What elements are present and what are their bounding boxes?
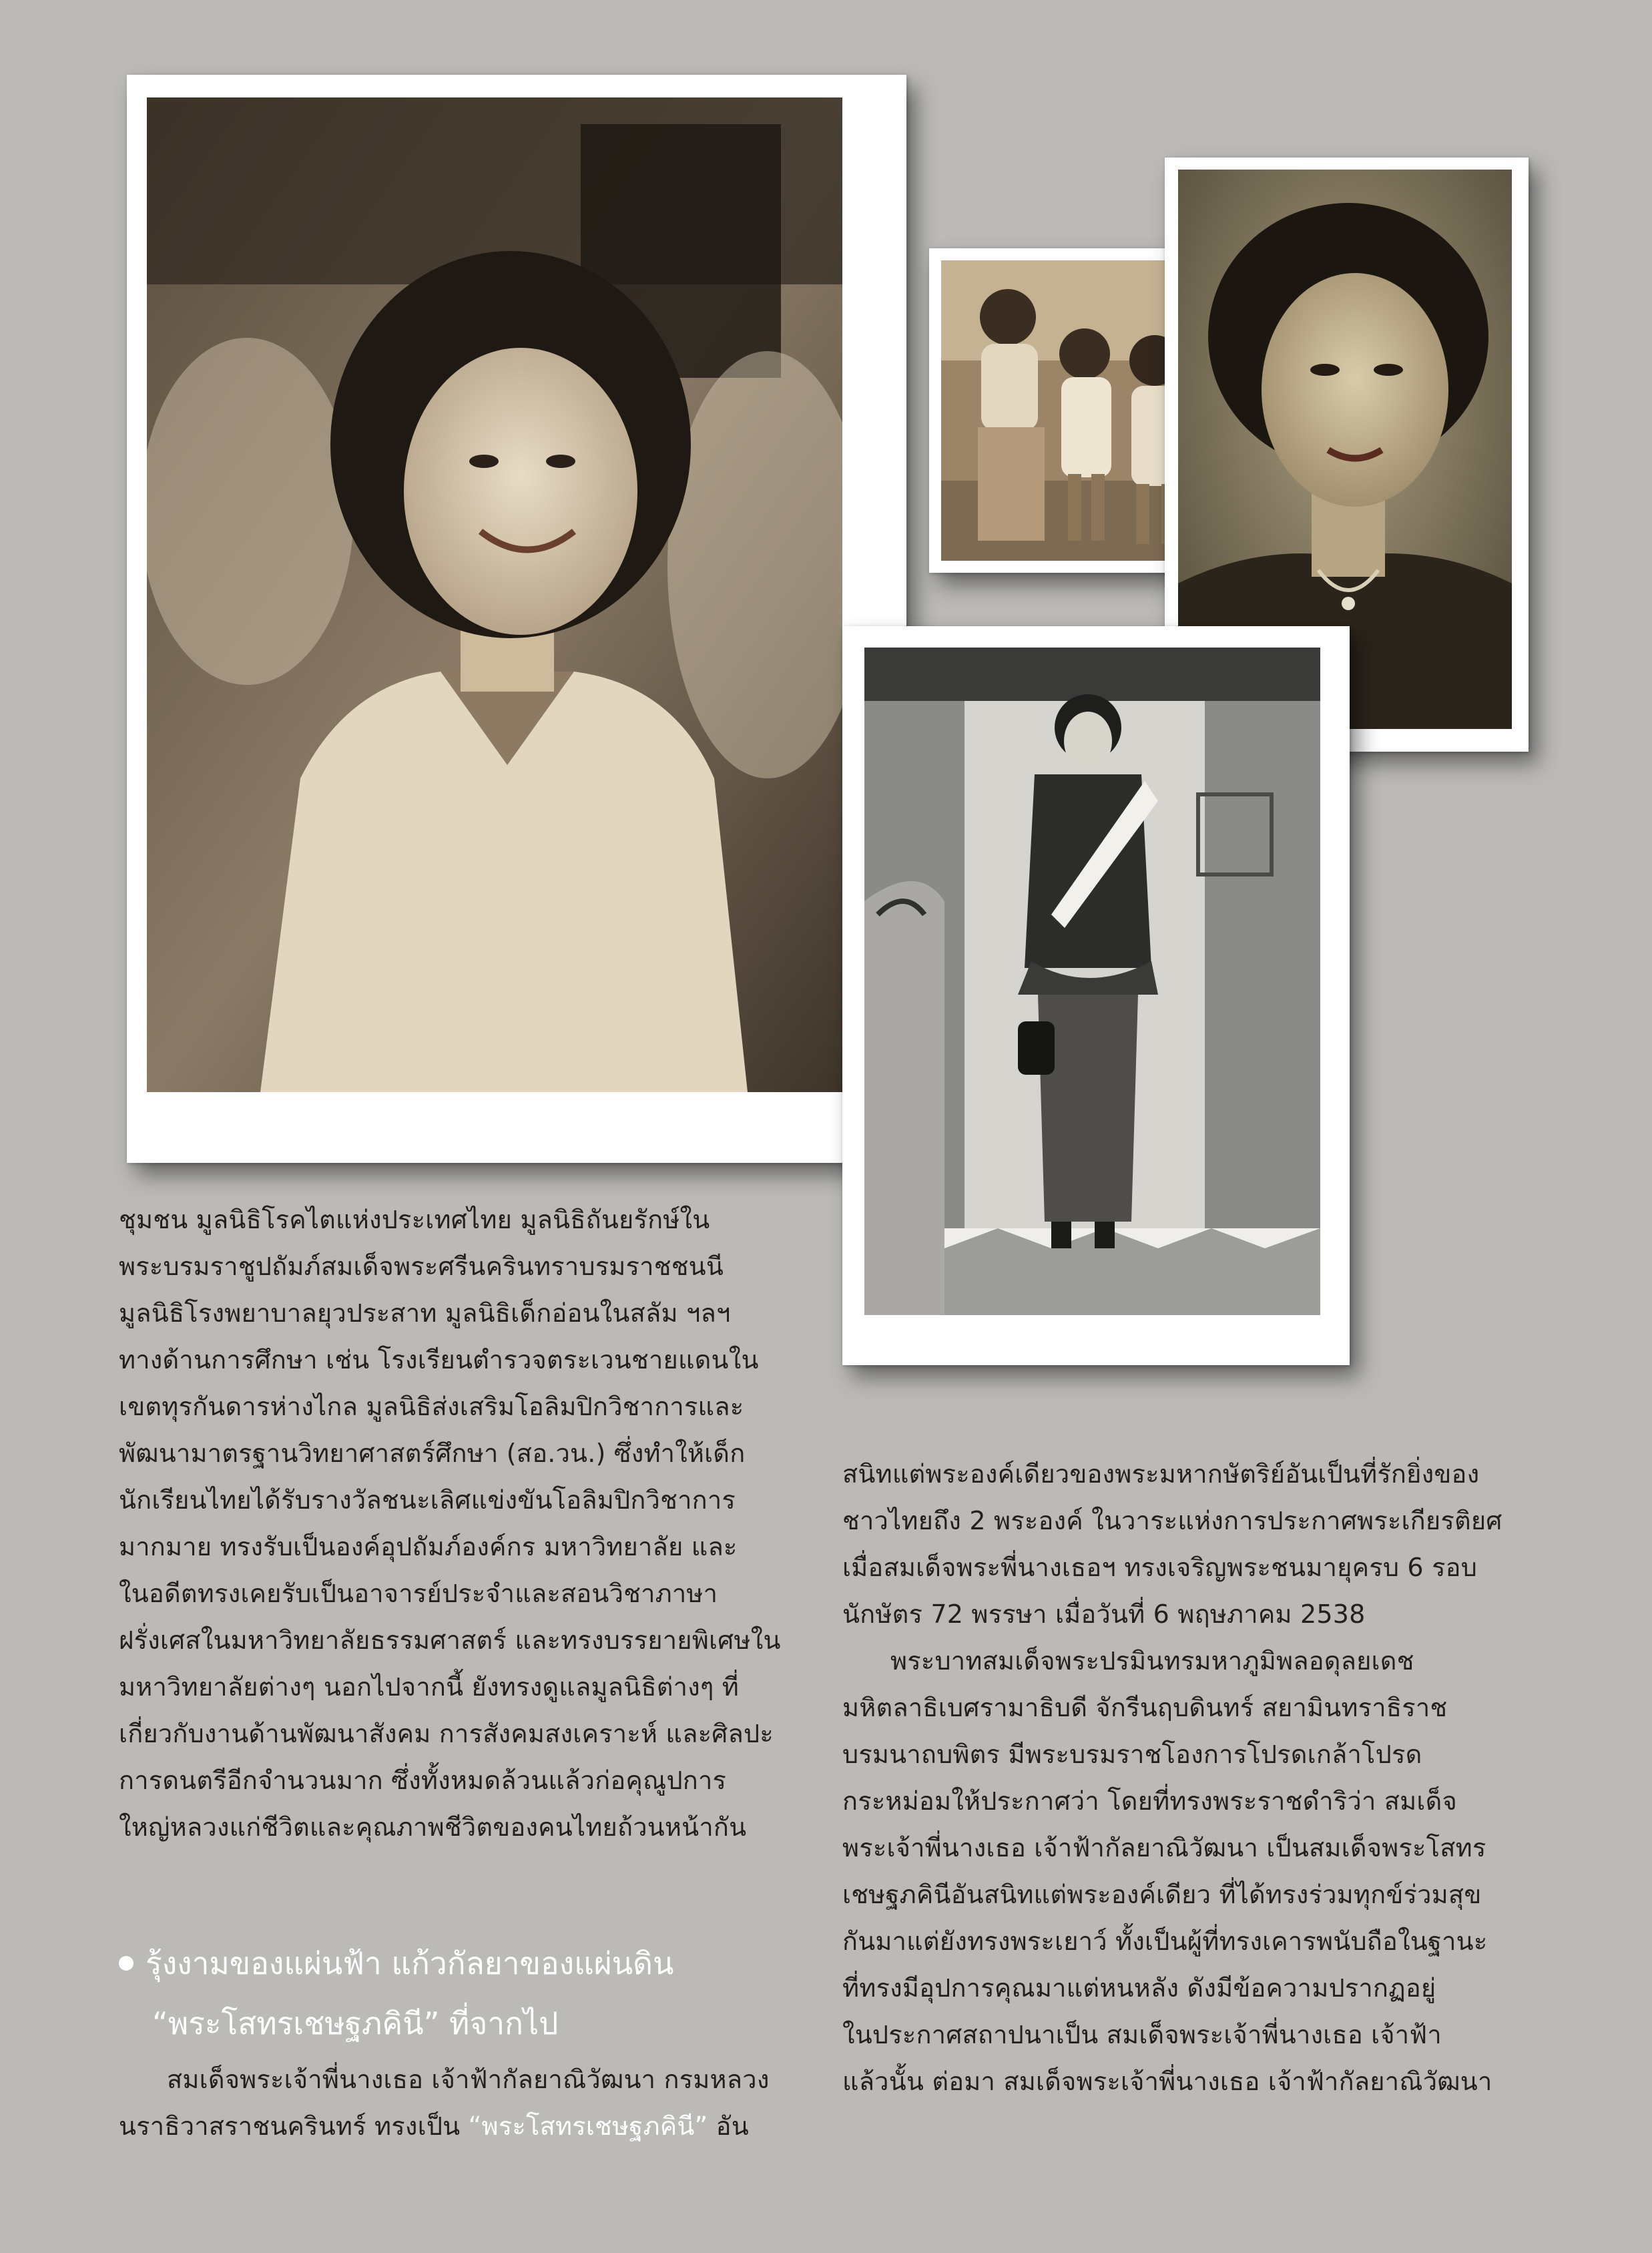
right-paragraph-1-line: สนิทแต่พระองค์เดียวของพระมหากษัตริย์อันเป็นที่รักยิ่งของ (842, 1459, 1480, 1489)
photo-standing (842, 626, 1350, 1365)
right-paragraph-2-line: กระหม่อมให้ประกาศว่า โดยที่ทรงพระราชดำริว่า สมเด็จ (842, 1786, 1457, 1816)
left-paragraph-line: มูลนิธิโรงพยาบาลยุวประสาท มูลนิธิเด็กอ่อนในสลัม ฯลฯ (119, 1298, 731, 1328)
left-paragraph-line: เขตทุรกันดารห่างไกล มูลนิธิส่งเสริมโอลิมปิกวิชาการและ (119, 1392, 744, 1421)
photo-portrait-large (127, 75, 906, 1163)
right-paragraph-2-line: พระเจ้าพี่นางเธอ เจ้าฟ้ากัลยาณิวัฒนา เป็นสมเด็จพระโสทร (842, 1833, 1486, 1862)
left-paragraph-line: การดนตรีอีกจำนวนมาก ซึ่งทั้งหมดล้วนแล้วก่อคุณูปการ (119, 1766, 727, 1795)
right-paragraph-1 (842, 1451, 1533, 1638)
left-intro (119, 2056, 808, 2150)
left-paragraph-line: นักเรียนไทยได้รับรางวัลชนะเลิศแข่งขันโอลิมปิกวิชาการ (119, 1485, 736, 1515)
right-paragraph-2-line: พระบาทสมเด็จพระปรมินทรมหาภูมิพลอดุลยเดช (890, 1646, 1414, 1676)
right-paragraph-2-line: ที่ทรงมีอุปการคุณมาแต่หนหลัง ดังมีข้อความปรากฏอยู่ (842, 1973, 1436, 2003)
intro-quote: “พระโสทรเชษฐภคินี” (468, 2111, 708, 2141)
right-paragraph-1-line: นักษัตร 72 พรรษา เมื่อวันที่ 6 พฤษภาคม 2538 (842, 1599, 1366, 1629)
intro-text-b: อัน (708, 2111, 749, 2141)
left-paragraph (119, 1196, 808, 1850)
left-paragraph-line: เกี่ยวกับงานด้านพัฒนาสังคม การสังคมสงเคราะห์ และศิลปะ (119, 1719, 774, 1748)
right-paragraph-1-line: เมื่อสมเด็จพระพี่นางเธอฯ ทรงเจริญพระชนมายุครบ 6 รอบ (842, 1553, 1478, 1582)
portrait-large-image (147, 97, 842, 1092)
right-paragraph-2-line: เชษฐภคินีอันสนิทแต่พระองค์เดียว ที่ได้ทรงร่วมทุกข์ร่วมสุข (842, 1880, 1482, 1909)
right-paragraph-2-line: ในประกาศสถาปนาเป็น สมเด็จพระเจ้าพี่นางเธอ เจ้าฟ้า (842, 2020, 1442, 2049)
heading-line-2: “พระโสทรเชษฐภคินี” ที่จากไป (152, 2005, 559, 2041)
left-paragraph-line: มากมาย ทรงรับเป็นองค์อุปถัมภ์องค์กร มหาวิทยาลัย และ (119, 1532, 738, 1561)
left-column (119, 1196, 808, 1850)
left-paragraph-line: ในอดีตทรงเคยรับเป็นอาจารย์ประจำและสอนวิชาภาษา (119, 1579, 718, 1608)
section-heading (119, 1933, 826, 2053)
left-paragraph-line: ฝรั่งเศสในมหาวิทยาลัยธรรมศาสตร์ และทรงบรรยายพิเศษใน (119, 1625, 781, 1655)
left-paragraph-line: ทางด้านการศึกษา เช่น โรงเรียนตำรวจตระเวนชายแดนใน (119, 1345, 759, 1374)
left-paragraph-line: พระบรมราชูปถัมภ์สมเด็จพระศรีนครินทราบรมราชชนนี (119, 1252, 724, 1281)
intro-line-1: สมเด็จพระเจ้าพี่นางเธอ เจ้าฟ้ากัลยาณิวัฒนา กรมหลวง (167, 2065, 770, 2094)
left-paragraph-line: ชุมชน มูลนิธิโรคไตแห่งประเทศไทย มูลนิธิถันยรักษ์ใน (119, 1205, 710, 1234)
bullet-icon (119, 1956, 133, 1971)
heading-line-1: รุ้งงามของแผ่นฟ้า แก้วกัลยาของแผ่นดิน (146, 1945, 674, 1981)
right-paragraph-1-line: ชาวไทยถึง 2 พระองค์ ในวาระแห่งการประกาศพระเกียรติยศ (842, 1506, 1502, 1535)
right-paragraph-2 (842, 1638, 1533, 2105)
intro-text-a: นราธิวาสราชนครินทร์ ทรงเป็น (119, 2111, 469, 2141)
standing-image (864, 648, 1320, 1315)
right-paragraph-2-line: มหิตลาธิเบศรามาธิบดี จักรีนฤบดินทร์ สยามินทราธิราช (842, 1693, 1448, 1722)
left-paragraph-line: พัฒนามาตรฐานวิทยาศาสตร์ศึกษา (สอ.วน.) ซึ่งทำให้เด็ก (119, 1439, 746, 1468)
right-paragraph-2-line: กันมาแต่ยังทรงพระเยาว์ ทั้งเป็นผู้ที่ทรงเคารพนับถือในฐานะ (842, 1927, 1488, 1956)
left-paragraph-line: ใหญ่หลวงแก่ชีวิตและคุณภาพชีวิตของคนไทยถ้วนหน้ากัน (119, 1812, 747, 1842)
left-paragraph-line: มหาวิทยาลัยต่างๆ นอกไปจากนี้ ยังทรงดูแลมูลนิธิต่างๆ ที่ (119, 1672, 740, 1702)
right-paragraph-2-line: บรมนาถบพิตร มีพระบรมราชโองการโปรดเกล้าโปรด (842, 1740, 1422, 1769)
right-column (842, 1451, 1533, 2105)
intro-line-2 (119, 2103, 808, 2150)
right-paragraph-2-line: แล้วนั้น ต่อมา สมเด็จพระเจ้าพี่นางเธอ เจ้าฟ้ากัลยาณิวัฒนา (842, 2067, 1492, 2096)
